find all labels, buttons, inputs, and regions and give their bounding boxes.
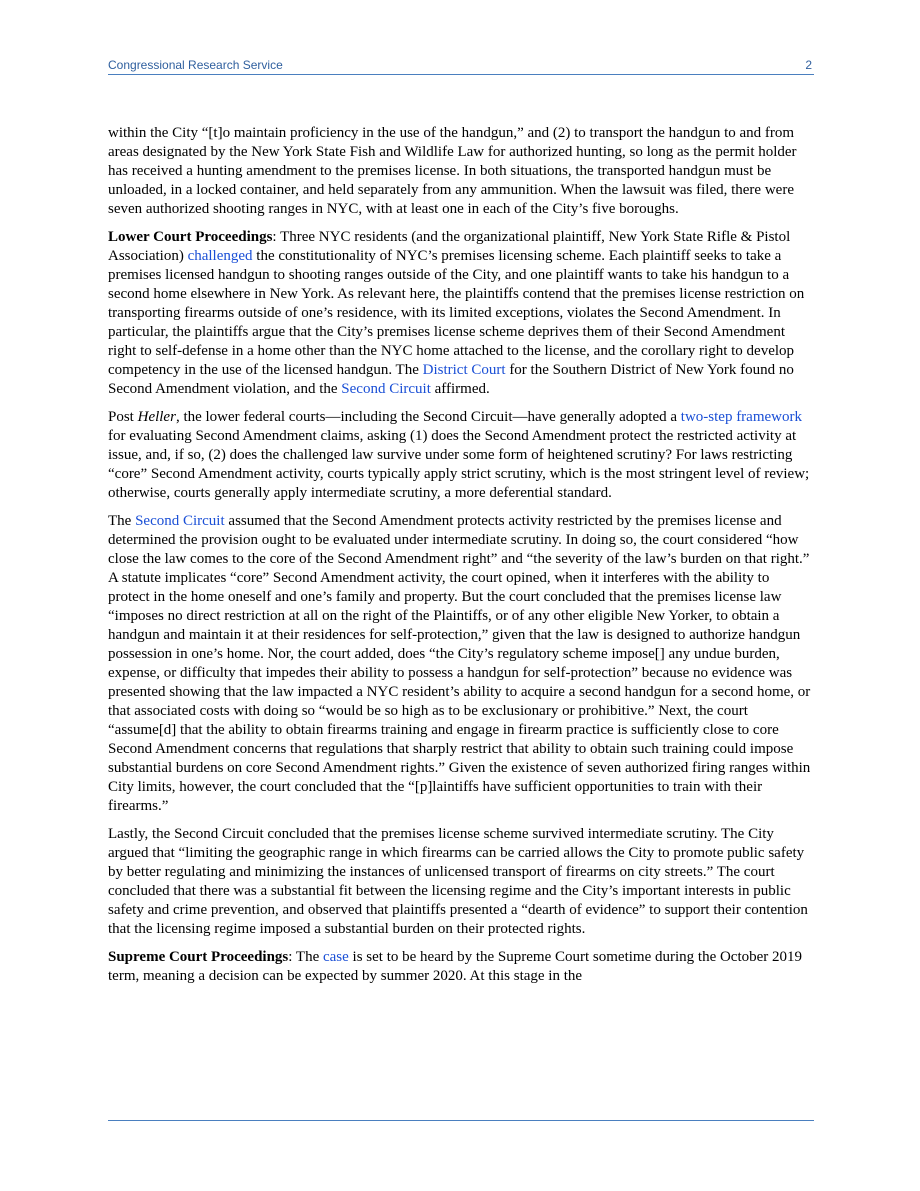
- document-body: [108, 124, 814, 995]
- section-heading-lower-court: Lower Court Proceedings: [108, 229, 273, 245]
- paragraph-lower-court: [108, 228, 814, 399]
- text-segment: : Three NYC residents (and the organizational plaintiff, New York State Rifle & Pistol Association): [108, 229, 791, 264]
- text-segment: for evaluating Second Amendment claims, asking (1) does the Second Amendment protect the restricted activity at issue, and, if so, (2) does the challenged law survive under some form of heightened scrutiny? For laws restricting “core” Second Amendment activity, courts typically apply strict scrutiny, which is the most stringent level of review; otherwise, courts generally apply intermediate scrutiny, a more deferential standard.: [108, 428, 810, 501]
- footer-rule: [108, 1120, 814, 1121]
- text-segment: : The: [288, 949, 323, 965]
- link-challenged[interactable]: challenged: [187, 248, 253, 264]
- paragraph-1: within the City “[t]o maintain proficiency in the use of the handgun,” and (2) to transport the handgun to and from areas designated by the New York State Fish and Wildlife Law for authorized hunting, so long as the permit holder has received a hunting amendment to the premises license. In both situations, the transported handgun must be unloaded, in a locked container, and held separately from any ammunition. When the lawsuit was filed, there were seven authorized shooting ranges in NYC, with at least one in each of the City’s five boroughs.: [108, 125, 797, 217]
- text-segment: for the Southern District of New York found no Second Amendment violation, and the: [108, 362, 794, 397]
- text-segment: The: [108, 513, 136, 529]
- link-second-circuit-opinion[interactable]: Second Circuit: [135, 513, 225, 529]
- paragraph-lastly: Lastly, the Second Circuit concluded that the premises license scheme survived intermediate scrutiny. The City argued that “limiting the geographic range in which firearms can be carried allows the City to promote public safety by better regulating and minimizing the instances of unlicensed transport of firearms on city streets.” The court concluded that there was a substantial fit between the licensing regime and the City’s important interests in public safety and crime prevention, and observed that plaintiffs presented a “dearth of evidence” to support their contention that the licensing regime imposed a substantial burden on their protected rights.: [108, 826, 808, 937]
- text-segment: is set to be heard by the Supreme Court sometime during the October 2019 term, meaning a decision can be expected by summer 2020. At this stage in the: [108, 949, 803, 984]
- paragraph-supreme-court: [108, 948, 814, 986]
- link-two-step-framework[interactable]: two-step framework: [680, 409, 802, 425]
- header-organization: Congressional Research Service: [108, 58, 283, 72]
- link-second-circuit[interactable]: Second Circuit: [341, 381, 431, 397]
- text-segment: Post: [108, 409, 138, 425]
- page-number: 2: [805, 58, 812, 72]
- paragraph-second-circuit: [108, 512, 814, 816]
- text-segment: affirmed.: [430, 381, 490, 397]
- paragraph-post-heller: [108, 408, 814, 503]
- link-case[interactable]: case: [322, 949, 349, 965]
- text-segment: assumed that the Second Amendment protects activity restricted by the premises license and determined the provision ought to be evaluated under intermediate scrutiny. In doing so, the court considered “how close the law comes to the core of the Second Amendment right” and “the severity of the law’s burden on that right.” A statute implicates “core” Second Amendment activity, the court opined, when it interferes with the ability to protect in the home oneself and one’s family and property. But the court concluded that the premises license law “imposes no direct restriction at all on the right of the Plaintiffs, or of any other eligible New Yorker, to obtain a handgun and maintain it at their residences for self-protection,” given that the law is designed to authorize handgun possession in one’s home. Nor, the court added, does “the City’s regulatory scheme impose[] any undue burden, expense, or difficulty that impedes their ability to possess a handgun for self-protection” because no evidence was presented showing that the law impacted a NYC resident’s ability to acquire a second handgun for a second home, or that associated costs with doing so “would be so high as to be exclusionary or prohibitive.” Next, the court “assume[d] that the ability to obtain firearms training and engage in firearm practice is sufficiently close to core Second Amendment concerns that regulations that sharply restrict that ability to obtain such training could impose substantial burdens on core Second Amendment rights.” Given the existence of seven authorized firing ranges within City limits, however, the court concluded that the “[p]laintiffs have sufficient opportunities to train with their firearms.”: [108, 513, 811, 814]
- page-header: [108, 58, 814, 75]
- case-name-heller: Heller: [137, 409, 176, 425]
- text-segment: , the lower federal courts—including the Second Circuit—have generally adopted a: [175, 409, 681, 425]
- link-district-court[interactable]: District Court: [422, 362, 506, 378]
- section-heading-supreme-court: Supreme Court Proceedings: [108, 949, 289, 965]
- text-segment: the constitutionality of NYC’s premises licensing scheme. Each plaintiff seeks to take a premises licensed handgun to shooting ranges outside of the City, and one plaintiff wants to take his handgun to a second home elsewhere in New York. As relevant here, the plaintiffs contend that the premises license restriction on transporting firearms outside of one’s residence, with its limited exceptions, violates the Second Amendment. In particular, the plaintiffs argue that the City’s premises license scheme deprives them of their Second Amendment right to self-defense in a home other than the NYC home attached to the license, and the corollary right to develop competency in the use of the licensed handgun. The: [108, 248, 805, 378]
